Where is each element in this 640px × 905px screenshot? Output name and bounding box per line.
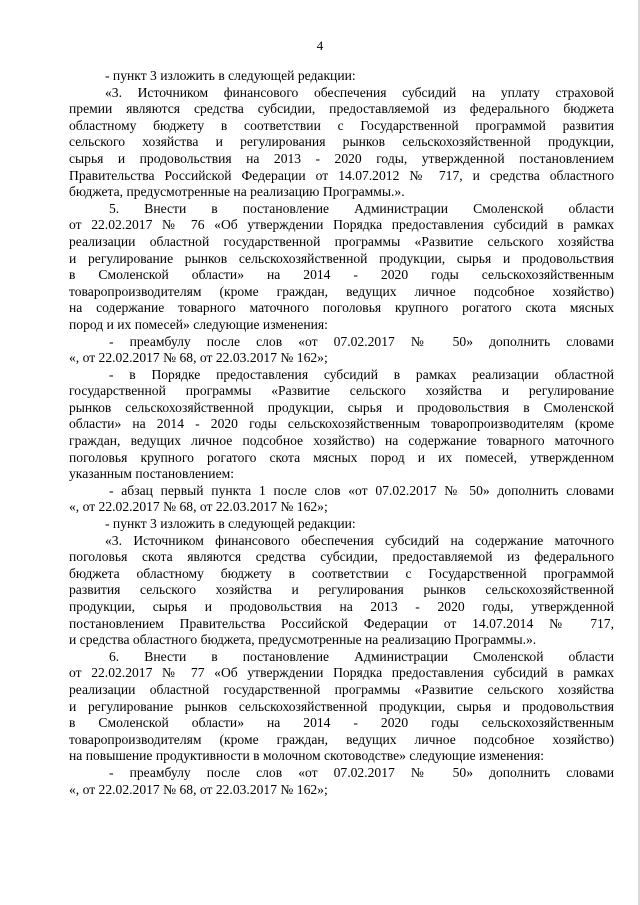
text-line: и регулирование рынков сельскохозяйственной продукции, сырья и продовольствия (69, 698, 614, 714)
text-line: постановлением Правительства Российской Федерации от 14.07.2014 № 717, (69, 615, 614, 631)
text-line: - в Порядке предоставления субсидий в рамках реализации областной (109, 366, 614, 382)
text-line: пород и их помесей» следующие изменения: (69, 316, 328, 332)
text-line: и регулирование рынков сельскохозяйственной продукции, сырья и продовольствия (69, 250, 614, 266)
text-line: «3. Источником финансового обеспечения субсидий на содержание маточного (105, 532, 614, 548)
text-line: в Смоленской области» на 2014 - 2020 годы сельскохозяйственным (69, 267, 614, 283)
text-line: рынков сельскохозяйственной продукции, сырья и продовольствия в Смоленской (69, 399, 614, 415)
text-line: 6. Внести в постановление Администрации Смоленской области (109, 648, 614, 664)
text-line: в Смоленской области» на 2014 - 2020 годы сельскохозяйственным (69, 715, 614, 731)
text-line: «, от 22.02.2017 № 68, от 22.03.2017 № 162»; (69, 350, 328, 366)
text-line: «, от 22.02.2017 № 68, от 22.03.2017 № 162»; (69, 499, 328, 515)
text-line: указанным постановлением: (69, 466, 234, 482)
text-line: граждан, ведущих личное подсобное хозяйство) на содержание товарного маточного (69, 433, 614, 449)
page-number: 4 (316, 38, 324, 53)
text-line: бюджета, предусмотренные на реализацию Программы.». (69, 184, 405, 200)
text-line: - пункт 3 изложить в следующей редакции: (105, 68, 356, 83)
text-line: поголовья скота являются средства субсидии, предоставляемой из федерального (69, 549, 614, 565)
text-line: сельского хозяйства и регулирования рынков сельскохозяйственной продукции, (69, 134, 614, 150)
text-line: товаропроизводителям (кроме граждан, ведущих личное подсобное хозяйство) (69, 731, 614, 747)
text-line: бюджета областному бюджету в соответствии с Государственной программой (69, 565, 614, 581)
text-line: - пункт 3 изложить в следующей редакции: (105, 516, 356, 532)
text-line: развития сельского хозяйства и регулирования рынков сельскохозяйственной (69, 582, 614, 598)
text-line: Правительства Российской Федерации от 14.07.2012 № 717, и средства областного (69, 167, 614, 183)
text-line: от 22.02.2017 № 77 «Об утверждении Порядка предоставления субсидий в рамках (69, 665, 614, 681)
text-line: реализации областной государственной программы «Развитие сельского хозяйства (69, 233, 614, 249)
text-line: - преамбулу после слов «от 07.02.2017 № 50» дополнить словами (109, 764, 614, 780)
text-line: «, от 22.02.2017 № 68, от 22.03.2017 № 162»; (69, 781, 328, 797)
text-line: - преамбулу после слов «от 07.02.2017 № 50» дополнить словами (109, 333, 614, 349)
text-line: 5. Внести в постановление Администрации Смоленской области (109, 200, 614, 216)
text-line: - абзац первый пункта 1 после слов «от 07.02.2017 № 50» дополнить словами (109, 482, 614, 498)
text-line: премии являются средства субсидии, предоставляемой из федерального бюджета (69, 101, 614, 117)
text-line: на повышение продуктивности в молочном скотоводстве» следующие изменения: (69, 748, 545, 764)
text-line: сырья и продовольствия на 2013 - 2020 годы, утвержденной постановлением (69, 150, 614, 166)
text-line: «3. Источником финансового обеспечения субсидий на уплату страховой (105, 84, 614, 100)
text-line: и средства областного бюджета, предусмотренные на реализацию Программы.». (69, 632, 537, 648)
text-line: реализации областной государственной программы «Развитие сельского хозяйства (69, 681, 614, 697)
text-line: поголовья крупного рогатого скота мясных пород и их помесей, утвержденном (69, 449, 614, 465)
text-line: области» на 2014 - 2020 годы сельскохозяйственным товаропроизводителям (кроме (69, 416, 614, 432)
document-body (69, 68, 614, 798)
text-line: от 22.02.2017 № 76 «Об утверждении Порядка предоставления субсидий в рамках (69, 217, 614, 233)
text-line: товаропроизводителям (кроме граждан, ведущих личное подсобное хозяйство) (69, 283, 614, 299)
text-line: государственной программы «Развитие сельского хозяйства и регулирование (69, 383, 614, 399)
text-line: на содержание товарного маточного поголовья крупного рогатого скота мясных (69, 300, 614, 316)
text-line: продукции, сырья и продовольствия на 2013 - 2020 годы, утвержденной (69, 599, 614, 614)
text-line: областному бюджету в соответствии с Государственной программой развития (69, 117, 614, 133)
